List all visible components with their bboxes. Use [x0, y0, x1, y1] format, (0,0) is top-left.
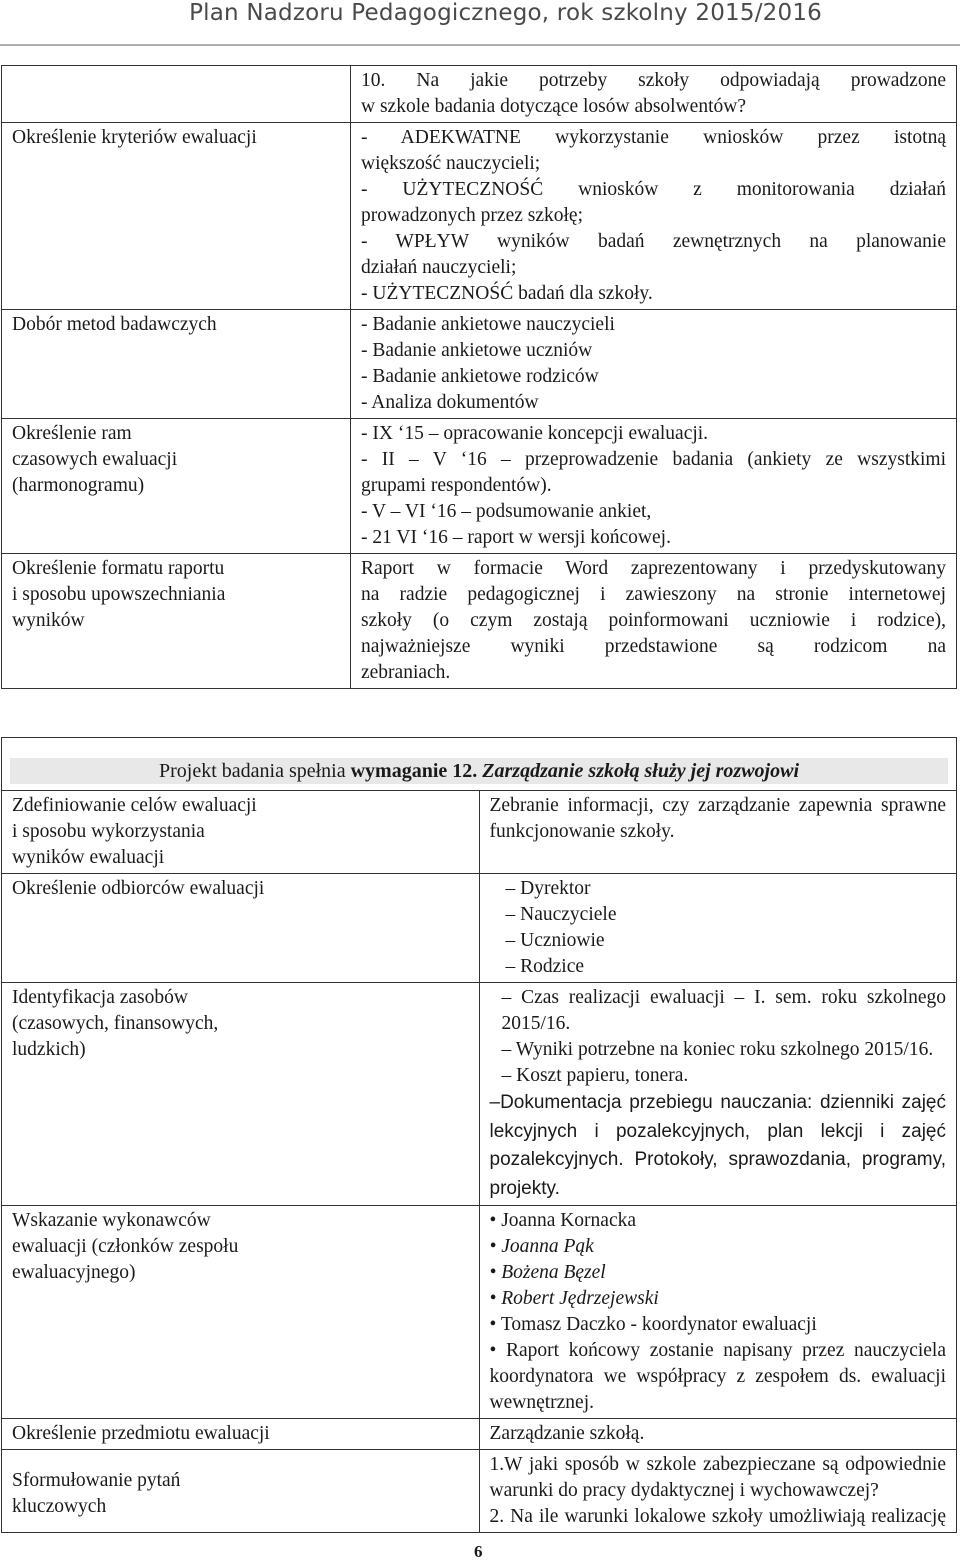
format-line: szkoły (o czym zostają poinformowani uczniowie i rodzice), [361, 610, 946, 631]
format-label-line: i sposobu upowszechniania [12, 584, 226, 605]
timeframe-line: - II – V ‘16 – przeprowadzenie badania (ankiety ze wszystkimi [361, 449, 946, 470]
documentation-line: pozalekcyjnych. Protokoły, sprawozdania, programy, [489, 1149, 946, 1170]
team-label-line: ewaluacyjnego) [12, 1262, 136, 1283]
resources-list [490, 985, 947, 1089]
question-10-line: 10. Na jakie potrzeby szkoły odpowiadają prowadzone [361, 70, 946, 91]
table-row [2, 1206, 957, 1419]
list-item: – Czas realizacji ewaluacji – I. sem. roku szkolnego 2015/16. [501, 987, 947, 1034]
banner-row [2, 738, 957, 791]
resource-text: Wyniki potrzebne na koniec roku szkolnego 2015/16. [515, 1039, 934, 1060]
question-line: warunki do pracy dydaktycznej i wychowawczej? [489, 1480, 879, 1501]
method-line: - Analiza dokumentów [361, 392, 539, 413]
methods-label: Dobór metod badawczych [2, 310, 351, 419]
list-item: – Rodzice [505, 956, 585, 977]
documentation-line: –Dokumentacja przebiegu nauczania: dzienniki zajęć [489, 1092, 946, 1113]
team-cell [479, 1206, 957, 1419]
resources-label-line: Identyfikacja zasobów [12, 987, 188, 1008]
timeframe-label-line: (harmonogramu) [12, 475, 145, 496]
timeframe-label-line: czasowych ewaluacji [12, 449, 178, 470]
format-label-line: Określenie formatu raportu [12, 558, 225, 579]
criteria-label: Określenie kryteriów ewaluacji [2, 123, 351, 310]
requirement-banner [10, 758, 948, 784]
question-10-line: w szkole badania dotyczące losów absolwentów? [361, 96, 746, 117]
banner-prefix: Projekt badania spełnia [158, 760, 351, 782]
team-member: • Joanna Pąk [489, 1236, 594, 1257]
recipient-text: Nauczyciele [520, 904, 617, 925]
recipient-text: Dyrektor [520, 878, 591, 899]
timeframe-cell [351, 419, 957, 554]
table-row [2, 66, 957, 123]
goals-label-line: wyników ewaluacji [12, 847, 165, 868]
list-item: – Wyniki potrzebne na koniec roku szkolnego 2015/16. [501, 1039, 934, 1060]
criteria-line: prowadzonych przez szkołę; [361, 205, 583, 226]
empty-label-cell [2, 66, 351, 123]
method-line: - Badanie ankietowe uczniów [361, 340, 593, 361]
format-line: najważniejsze wyniki przedstawione są rodzicom na [361, 636, 946, 657]
subject-cell: Zarządzanie szkołą. [479, 1419, 957, 1450]
team-report-line: koordynatora we współpracy z zespołem ds. ewaluacji [489, 1366, 946, 1387]
team-report-line: • Raport końcowy zostanie napisany przez nauczyciela [489, 1340, 946, 1361]
questions-label-line: kluczowych [12, 1496, 107, 1517]
table-row [2, 983, 957, 1206]
goals-cell [479, 791, 957, 874]
team-member: • Tomasz Daczko - koordynator ewaluacji [489, 1314, 817, 1335]
table-row [2, 791, 957, 874]
team-member: • Robert Jędrzejewski [489, 1288, 659, 1309]
resources-label [2, 983, 480, 1206]
recipient-text: Rodzice [520, 956, 585, 977]
methods-cell [351, 310, 957, 419]
timeframe-line: grupami respondentów). [361, 475, 552, 496]
format-line: Raport w formacie Word zaprezentowany i przedyskutowany [361, 558, 946, 579]
banner-requirement: wymaganie 12. [350, 760, 478, 782]
goals-label [2, 791, 480, 874]
documentation-text [490, 1089, 947, 1203]
team-member: • Joanna Kornacka [489, 1210, 637, 1231]
format-label [2, 554, 351, 689]
timeframe-line: - V – VI ‘16 – podsumowanie ankiet, [361, 501, 652, 522]
evaluation-table-2 [1, 737, 957, 1533]
table-row [2, 1419, 957, 1450]
criteria-line: większość nauczycieli; [361, 153, 541, 174]
table-row [2, 1450, 957, 1533]
table-row [2, 419, 957, 554]
team-report-line: wewnętrznej. [489, 1392, 594, 1413]
method-line: - Badanie ankietowe rodziców [361, 366, 599, 387]
table-row [2, 554, 957, 689]
criteria-line: - UŻYTECZNOŚĆ badań dla szkoły. [361, 283, 653, 304]
timeframe-label [2, 419, 351, 554]
recipients-label: Określenie odbiorców ewaluacji [2, 874, 480, 983]
timeframe-line: - 21 VI ‘16 – raport w wersji końcowej. [361, 527, 671, 548]
page-number: 6 [474, 1542, 483, 1561]
table-row [2, 310, 957, 419]
recipients-list [490, 876, 947, 980]
format-line: zebraniach. [361, 662, 451, 683]
evaluation-table-1 [1, 65, 957, 689]
goals-label-line: i sposobu wykorzystania [12, 821, 205, 842]
format-label-line: wyników [12, 610, 85, 631]
format-cell [351, 554, 957, 689]
banner-cell [2, 738, 957, 791]
questions-cell [479, 1450, 957, 1533]
criteria-line: - ADEKWATNE wykorzystanie wniosków przez istotną [361, 127, 946, 148]
page-header [0, 0, 960, 46]
team-label [2, 1206, 480, 1419]
documentation-line: lekcyjnych i pozalekcyjnych, plan lekcji i zajęć [489, 1120, 946, 1142]
recipient-text: Uczniowie [520, 930, 605, 951]
resource-text: Czas realizacji ewaluacji – I. sem. roku szkolnego 2015/16. [501, 987, 947, 1034]
resources-cell [479, 983, 957, 1206]
banner-requirement-title: Zarządzanie szkołą służy jej rozwojowi [477, 760, 799, 782]
criteria-line: - WPŁYW wyników badań zewnętrznych na planowanie [361, 231, 946, 252]
list-item: – Dyrektor [505, 878, 591, 899]
questions-label-line: Sformułowanie pytań [12, 1470, 181, 1491]
recipients-cell [479, 874, 957, 983]
criteria-line: działań nauczycieli; [361, 257, 517, 278]
resources-label-line: (czasowych, finansowych, [12, 1013, 219, 1034]
list-item: – Uczniowie [505, 930, 605, 951]
question-line: 1.W jaki sposób w szkole zabezpieczane są odpowiednie [489, 1454, 946, 1475]
criteria-line: - UŻYTECZNOŚĆ wniosków z monitorowania działań [361, 179, 946, 200]
page-title: Plan Nadzoru Pedagogicznego, rok szkolny 2015/2016 [189, 0, 822, 26]
list-item: – Nauczyciele [505, 904, 617, 925]
list-item: – Koszt papieru, tonera. [501, 1065, 689, 1086]
goals-label-line: Zdefiniowanie celów ewaluacji [12, 795, 257, 816]
team-member: • Bożena Bęzel [489, 1262, 606, 1283]
questions-label [2, 1450, 480, 1533]
goals-line: funkcjonowanie szkoły. [489, 821, 675, 842]
question-10-cell [351, 66, 957, 123]
resources-label-line: ludzkich) [12, 1039, 86, 1060]
goals-line: Zebranie informacji, czy zarządzanie zapewnia sprawne [489, 795, 946, 816]
format-line: na radzie pedagogicznej i zawieszony na stronie internetowej [361, 584, 946, 605]
question-line: 2. Na ile warunki lokalowe szkoły umożliwiają realizację [489, 1506, 946, 1527]
method-line: - Badanie ankietowe nauczycieli [361, 314, 615, 335]
timeframe-line: - IX ‘15 – opracowanie koncepcji ewaluacji. [361, 423, 709, 444]
documentation-line: projekty. [489, 1177, 560, 1199]
timeframe-label-line: Określenie ram [12, 423, 132, 444]
table-row [2, 123, 957, 310]
criteria-cell [351, 123, 957, 310]
resource-text: Koszt papieru, tonera. [516, 1065, 689, 1086]
team-label-line: ewaluacji (członków zespołu [12, 1236, 239, 1257]
subject-label: Określenie przedmiotu ewaluacji [2, 1419, 480, 1450]
table-row [2, 874, 957, 983]
team-label-line: Wskazanie wykonawców [12, 1210, 211, 1231]
